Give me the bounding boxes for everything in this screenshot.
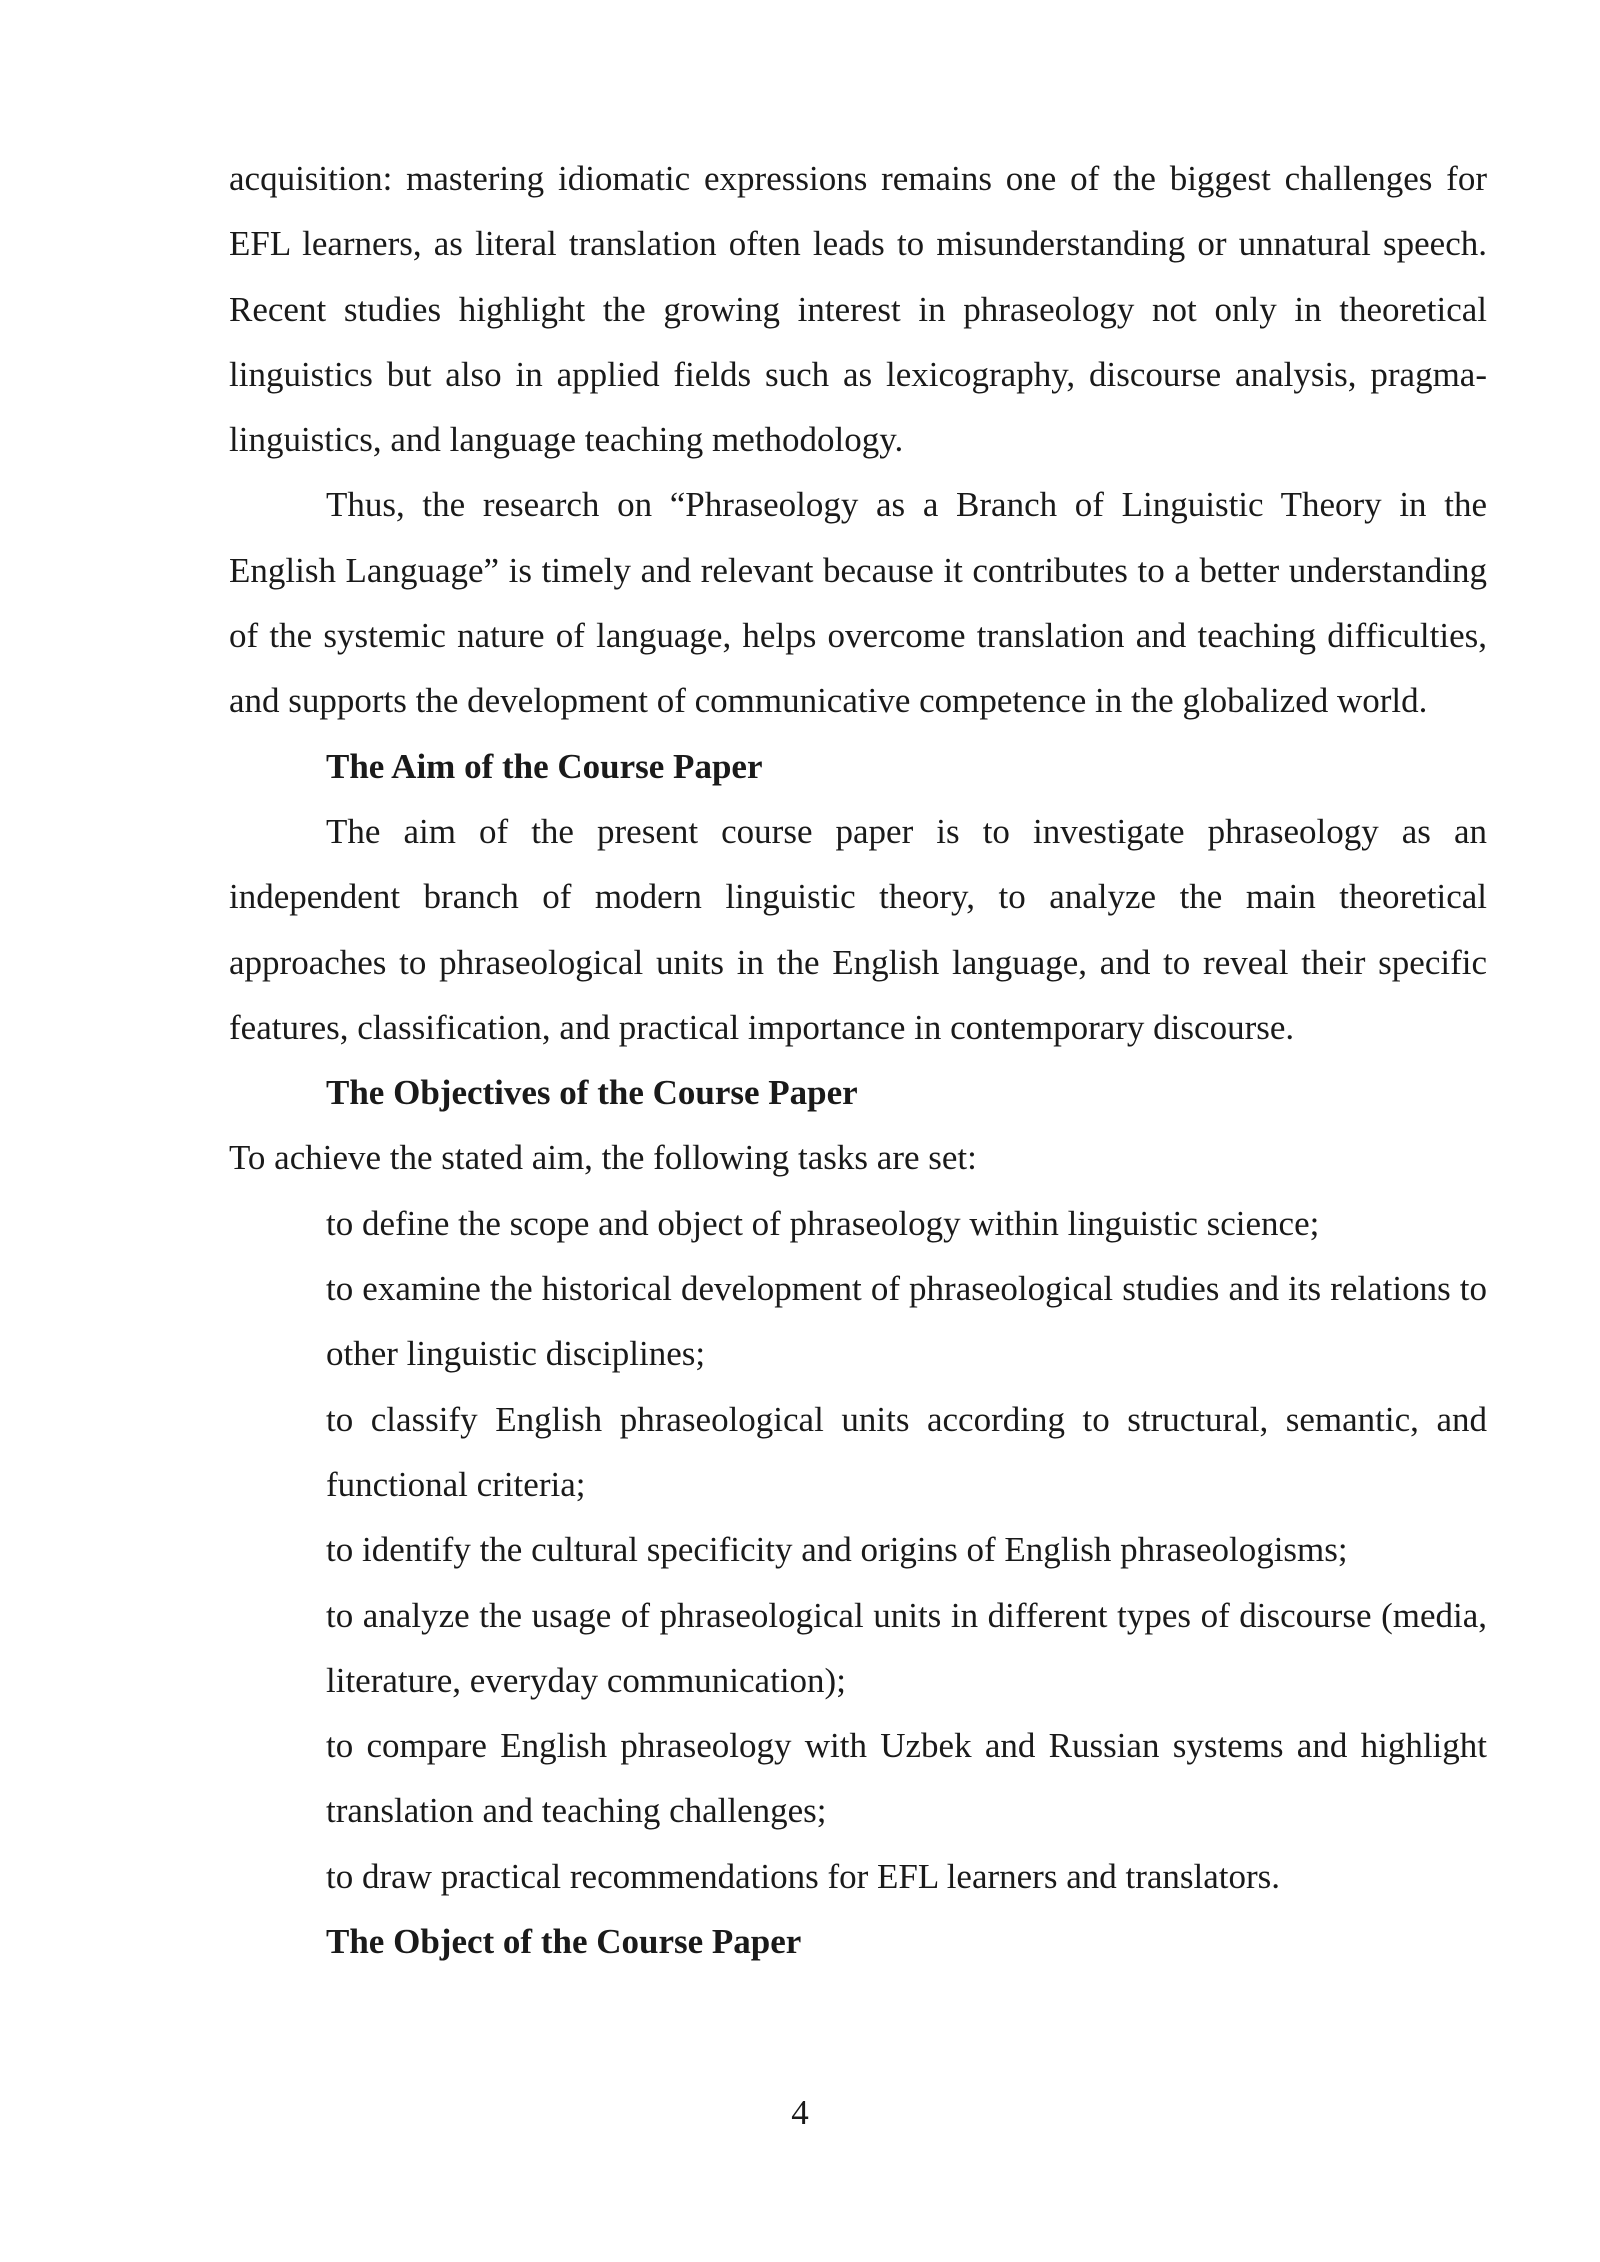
page-number: 4: [791, 2093, 809, 2132]
paragraph-relevance-continued: acquisition: mastering idiomatic expressions remains one of the biggest challenges for EFL learners, as literal translation often leads to misunderstanding or unnatural speech. Recent studies highlight the growing interest in phraseology not only in theoretical linguistics but also in applied fields such as lexicography, discourse analysis, pragma-linguistics, and language teaching methodology.: [229, 159, 1487, 460]
task-item: to identify the cultural specificity and origins of English phraseologisms;: [326, 1530, 1348, 1570]
task-item: to examine the historical development of phraseological studies and its relations to other linguistic disciplines;: [326, 1269, 1487, 1374]
objectives-intro: To achieve the stated aim, the following tasks are set:: [229, 1138, 977, 1178]
page-body: [229, 146, 1487, 1974]
task-item: to analyze the usage of phraseological units in different types of discourse (media, literature, everyday communication);: [326, 1595, 1487, 1700]
task-item: to classify English phraseological units according to structural, semantic, and functional criteria;: [326, 1399, 1487, 1504]
task-item: to draw practical recommendations for EFL learners and translators.: [326, 1856, 1281, 1896]
heading-aim: The Aim of the Course Paper: [326, 746, 763, 786]
task-item: to compare English phraseology with Uzbek and Russian systems and highlight translation and teaching challenges;: [326, 1726, 1487, 1831]
paragraph-relevance-summary: Thus, the research on “Phraseology as a Branch of Linguistic Theory in the English Language” is timely and relevant because it contributes to a better understanding of the systemic nature of language, helps overcome translation and teaching difficulties, and supports the development of communicative competence in the globalized world.: [229, 485, 1487, 721]
heading-objectives: The Objectives of the Course Paper: [326, 1073, 858, 1113]
task-item: to define the scope and object of phraseology within linguistic science;: [326, 1203, 1320, 1243]
paragraph-aim: The aim of the present course paper is to investigate phraseology as an independent branch of modern linguistic theory, to analyze the main theoretical approaches to phraseological units in the English language, and to reveal their specific features, classification, and practical importance in contemporary discourse.: [229, 811, 1487, 1047]
heading-object: The Object of the Course Paper: [326, 1922, 802, 1962]
